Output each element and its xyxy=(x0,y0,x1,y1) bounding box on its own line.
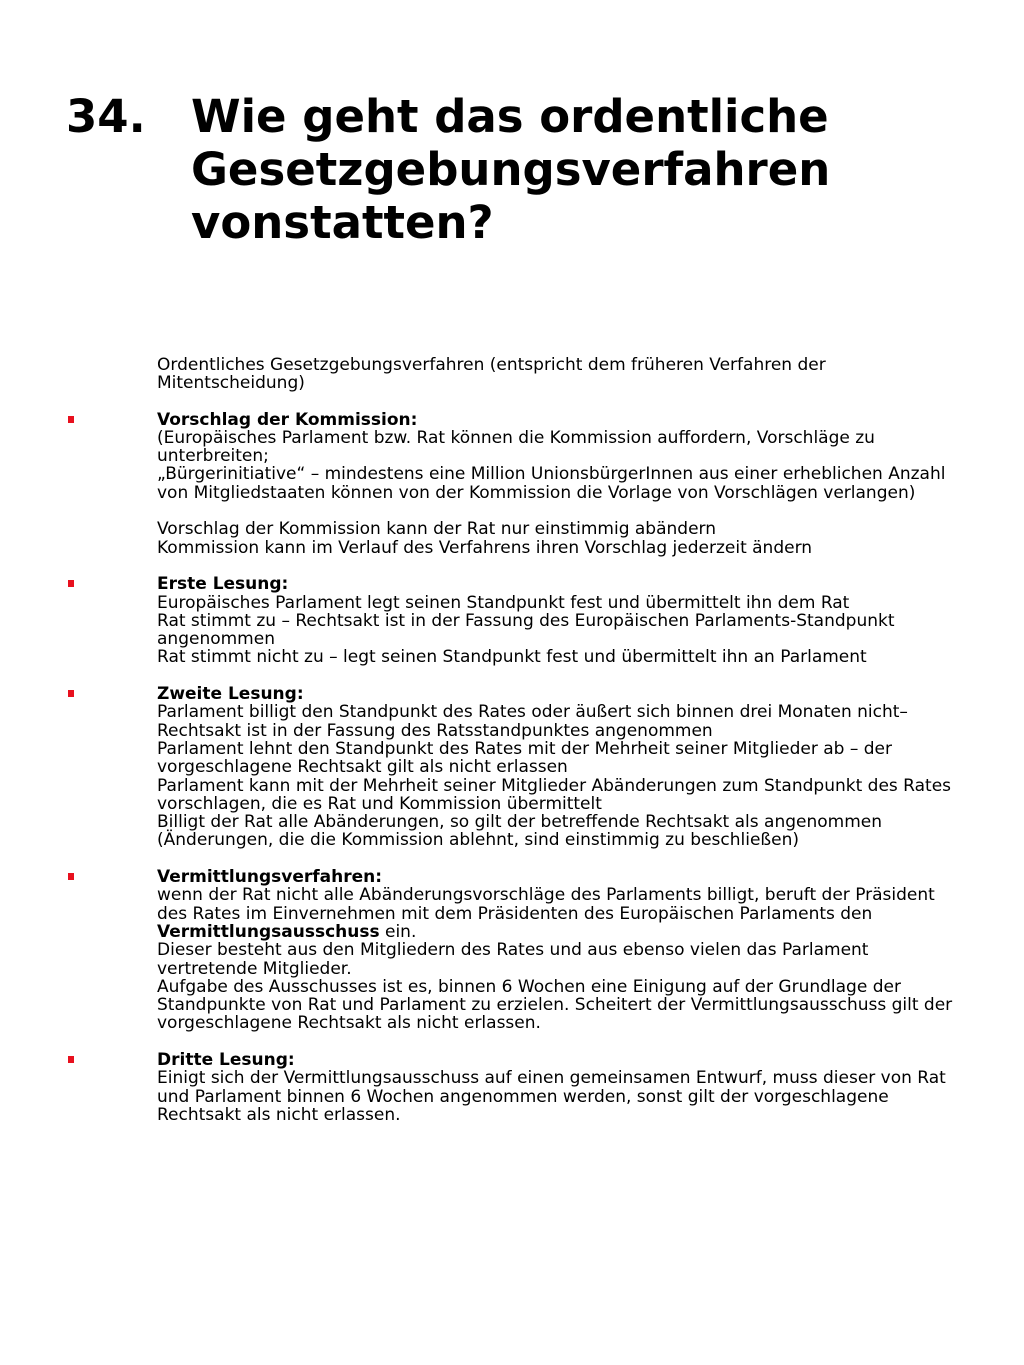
intro-text: Ordentliches Gesetzgebungsverfahren (entspricht dem früheren Verfahren der Mitentscheidung) xyxy=(157,355,826,394)
section-paragraph: Vorschlag der Kommission kann der Rat nur einstimmig abändern xyxy=(157,519,716,540)
heading-number: 34. xyxy=(66,90,146,143)
bullet-icon xyxy=(68,580,74,587)
section-title: Zweite Lesung: xyxy=(157,684,304,705)
section-paragraph: Rat stimmt zu – Rechtsakt ist in der Fassung des Europäischen Parlaments-Standpunkt angenommen xyxy=(157,610,895,650)
section-paragraph: (Europäisches Parlament bzw. Rat können die Kommission auffordern, Vorschläge zu unterbreiten; xyxy=(157,427,875,467)
section-title: Vorschlag der Kommission: xyxy=(157,409,418,430)
heading-title-line: Wie geht das ordentliche xyxy=(191,90,829,143)
section-paragraph: Dieser besteht aus den Mitgliedern des Rates und aus ebenso vielen das Parlament vertretende Mitglieder. xyxy=(157,940,869,979)
section-paragraph: Kommission kann im Verlauf des Verfahrens ihren Vorschlag jederzeit ändern xyxy=(157,537,813,558)
section-paragraph: Billigt der Rat alle Abänderungen, so gilt der betreffende Rechtsakt als angenommen (Änderungen, die die Kommission ablehnt, sind einstimmig zu beschließen) xyxy=(157,812,882,851)
section-vorschlag xyxy=(157,411,957,557)
document-body xyxy=(157,356,957,1142)
section-dritte-lesung xyxy=(157,1051,957,1124)
section-paragraph: Aufgabe des Ausschusses ist es, binnen 6 Wochen eine Einigung auf der Grundlage der Standpunkte von Rat und Parlament zu erzielen. Scheitert der Vermittlungsausschuss gilt der vorgeschlagene Rechtsakt als nicht erlassen. xyxy=(157,976,953,1034)
section-paragraph xyxy=(157,886,957,941)
section-title: Erste Lesung: xyxy=(157,574,289,595)
section-paragraph: Parlament lehnt den Standpunkt des Rates mit der Mehrheit seiner Mitglieder ab – der vorgeschlagene Rechtsakt gilt als nicht erlassen xyxy=(157,738,893,778)
section-zweite-lesung xyxy=(157,685,957,850)
bullet-icon xyxy=(68,873,74,880)
bullet-icon xyxy=(68,1056,74,1063)
section-paragraph-text: ein. xyxy=(385,921,417,942)
heading-title xyxy=(191,90,951,249)
bullet-icon xyxy=(68,416,74,423)
section-vermittlungsverfahren xyxy=(157,868,957,1033)
section-paragraph: Parlament kann mit der Mehrheit seiner Mitglieder Abänderungen zum Standpunkt des Rates vorschlagen, die es Rat und Kommission übermittelt xyxy=(157,775,952,814)
bullet-icon xyxy=(68,690,74,697)
section-paragraph: „Bürgerinitiative“ – mindestens eine Million UnionsbürgerInnen aus einer erheblichen Anzahl von Mitgliedstaaten können von der Kommission die Vorlage von Vorschlägen verlangen) xyxy=(157,464,946,503)
section-title: Vermittlungsverfahren: xyxy=(157,867,383,888)
section-paragraph: Europäisches Parlament legt seinen Standpunkt fest und übermittelt ihn dem Rat xyxy=(157,592,850,613)
section-paragraph-emphasis: Vermittlungsausschuss xyxy=(157,921,380,942)
section-title: Dritte Lesung: xyxy=(157,1049,295,1070)
section-paragraph: Einigt sich der Vermittlungsausschuss auf einen gemeinsamen Entwurf, muss dieser von Rat und Parlament binnen 6 Wochen angenommen werden, sonst gilt der vorgeschlagene Rechtsakt als nicht erlassen. xyxy=(157,1068,946,1125)
section-paragraph: Rat stimmt nicht zu – legt seinen Standpunkt fest und übermittelt ihn an Parlament xyxy=(157,647,867,668)
heading-title-line: Gesetzgebungsverfahren xyxy=(191,143,831,196)
heading-title-line: vonstatten? xyxy=(191,196,494,249)
section-paragraph-text: wenn der Rat nicht alle Abänderungsvorschläge des Parlaments billigt, beruft der Präsident des Rates im Einvernehmen mit dem Präsidenten des Europäischen Parlaments den xyxy=(157,885,935,924)
section-erste-lesung xyxy=(157,575,957,666)
section-paragraph: Parlament billigt den Standpunkt des Rates oder äußert sich binnen drei Monaten nicht– Rechtsakt ist in der Fassung des Ratsstandpunktes angenommen xyxy=(157,702,908,741)
